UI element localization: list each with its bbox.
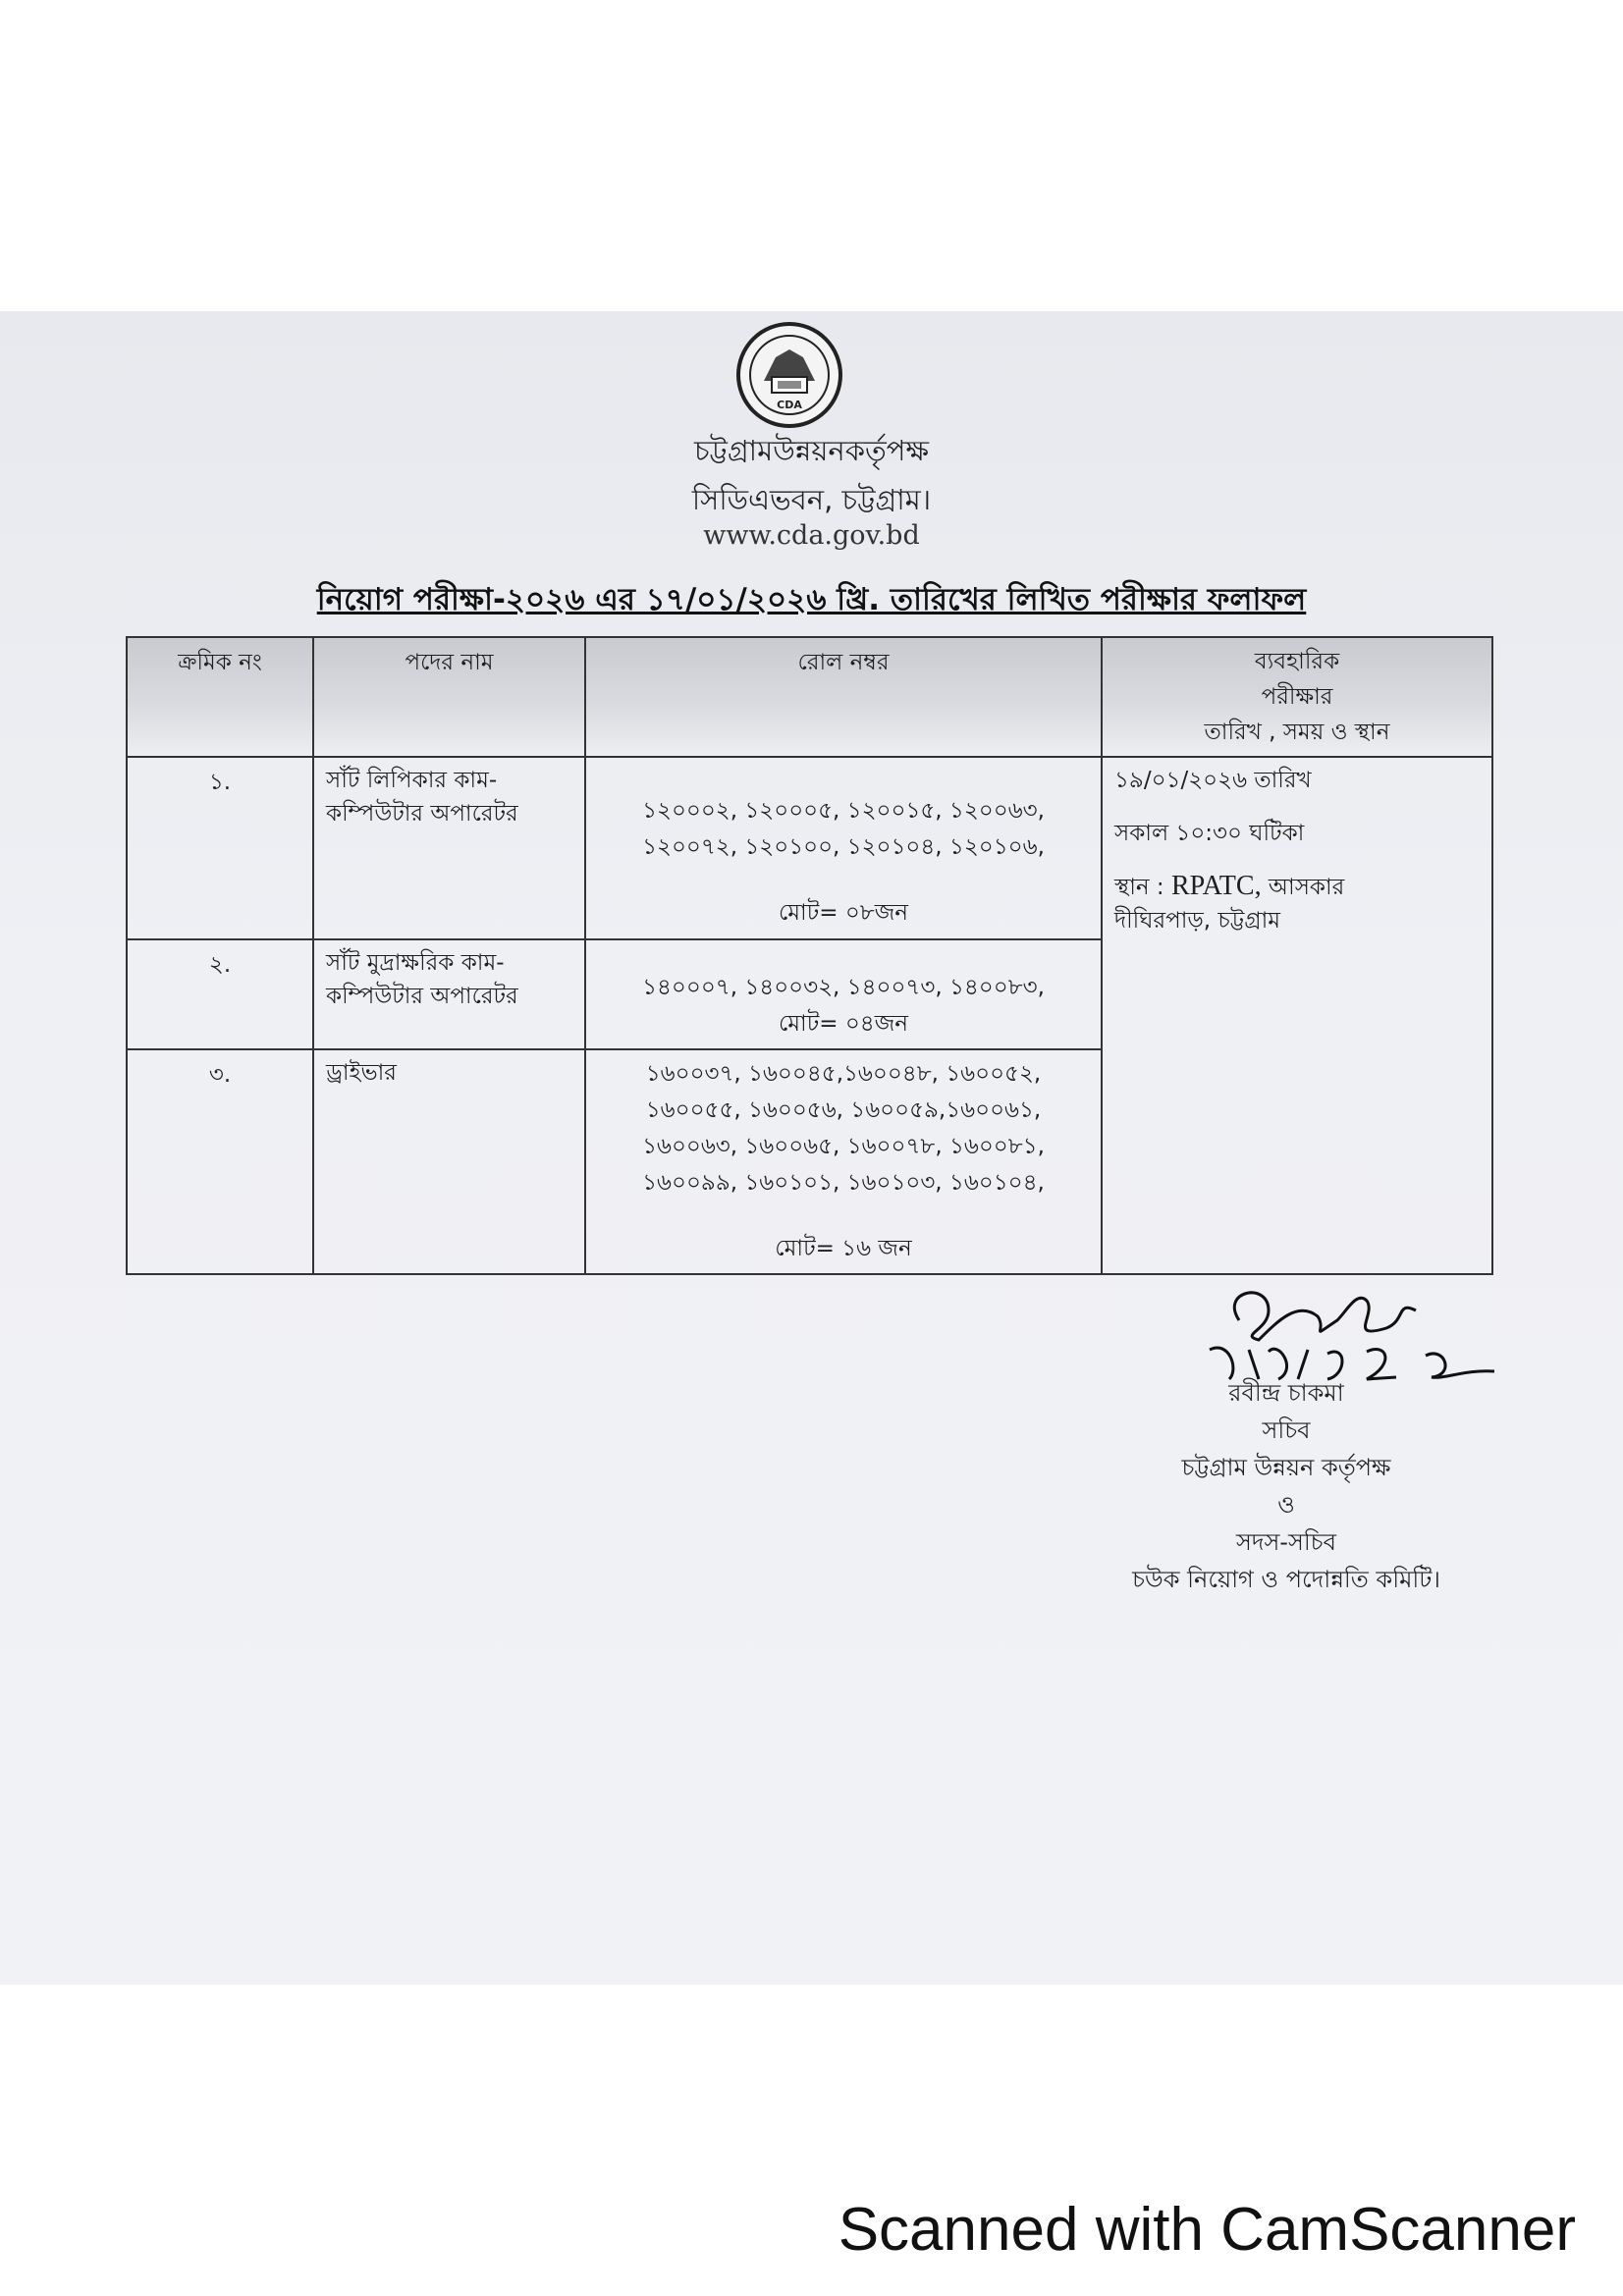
header-roll: রোল নম্বর	[585, 637, 1102, 757]
camscanner-watermark: Scanned with CamScanner	[838, 2196, 1576, 2264]
result-title: নিয়োগ পরীক্ষা-২০২৬ এর ১৭/০১/২০২৬ খ্রি. তারিখের লিখিত পরীক্ষার ফলাফল	[316, 582, 1307, 617]
signatory-name: রবীন্দ্র চাকমা	[1228, 1379, 1344, 1407]
row-rolls: ১৬০০৩৭, ১৬০০৪৫,১৬০০৪৮, ১৬০০৫২, ১৬০০৫৫, ১৬০০৫৬, ১৬০০৫৯,১৬০০৬১, ১৬০০৬৩, ১৬০০৬৫, ১৬০০৭৮, ১৬০০৮১, ১৬০০৯৯, ১৬০১০১, ১৬০১০৩, ১৬০১০৪, মোট= ১৬ জন	[585, 1049, 1102, 1274]
row-serial: ৩.	[127, 1049, 313, 1274]
header-practical: ব্যবহারিক পরীক্ষার তারিখ , সময় ও স্থান	[1102, 637, 1492, 757]
row-total: মোট= ০৮জন	[778, 900, 909, 926]
row-serial: ১.	[127, 757, 313, 939]
cda-logo	[734, 320, 844, 430]
header-post: পদের নাম	[313, 637, 585, 757]
practical-time: সকাল ১০:৩০ ঘটিকা	[1114, 821, 1305, 846]
practical-exam-info	[1102, 757, 1492, 1274]
row-serial: ২.	[127, 939, 313, 1049]
signatory-conjunction: ও	[1277, 1491, 1295, 1519]
row-rolls: ১৪০০০৭, ১৪০০৩২, ১৪০০৭৩, ১৪০০৮৩, মোট= ০৪জন	[585, 939, 1102, 1049]
row-post: সাঁট মুদ্রাক্ষরিক কাম- কম্পিউটার অপারেটর	[313, 939, 585, 1049]
practical-place: স্থান : RPATC, আসকার	[1114, 871, 1345, 901]
table-header-row	[127, 637, 1492, 757]
signatory-committee: চউক নিয়োগ ও পদোন্নতি কমিটি।	[1132, 1566, 1440, 1593]
signatory-org: চট্টগ্রাম উন্নয়ন কর্তৃপক্ষ	[1181, 1454, 1391, 1481]
header-serial: ক্রমিক নং	[127, 637, 313, 757]
org-address: সিডিএভবন, চট্টগ্রাম।	[691, 483, 932, 516]
row-total: মোট= ১৬ জন	[775, 1236, 912, 1261]
signatory-designation: সচিব	[1262, 1416, 1311, 1444]
row-rolls: ১২০০০২, ১২০০০৫, ১২০০১৫, ১২০০৬৩, ১২০০৭২, ১২০১০০, ১২০১০৪, ১২০১০৬, মোট= ০৮জন	[585, 757, 1102, 939]
signatory-block	[1100, 1374, 1473, 1598]
signatory-role: সদস-সচিব	[1235, 1528, 1336, 1556]
results-table	[126, 636, 1493, 1275]
row-post: ড্রাইভার	[313, 1049, 585, 1274]
org-website: www.cda.gov.bd	[703, 520, 920, 551]
logo-text: CDA	[777, 399, 802, 411]
row-total: মোট= ০৪জন	[778, 1011, 909, 1037]
practical-place-2: দীঘিরপাড়, চট্টগ্রাম	[1114, 908, 1281, 934]
table-row	[127, 757, 1492, 939]
practical-date: ১৯/০১/২০২৬ তারিখ	[1114, 768, 1312, 793]
row-post: সাঁট লিপিকার কাম- কম্পিউটার অপারেটর	[313, 757, 585, 939]
org-name: চট্টগ্রামউন্নয়নকর্তৃপক্ষ	[694, 434, 929, 467]
